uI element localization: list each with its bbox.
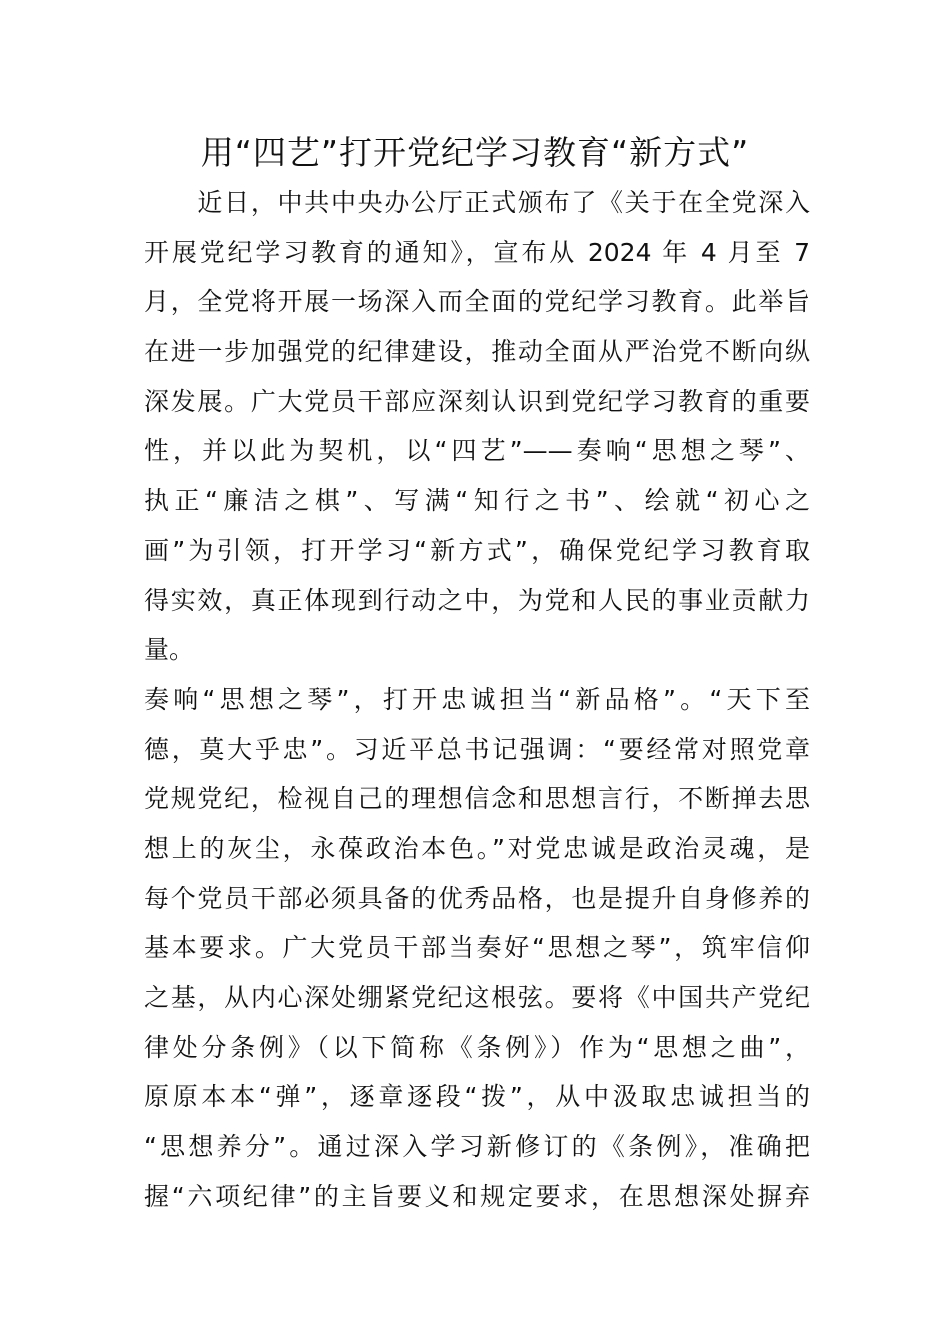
document-title: 用“四艺”打开党纪学习教育“新方式” (200, 133, 750, 172)
body-text-line: 执正“廉洁之棋”、写满“知行之书”、绘就“初心之 (144, 486, 810, 516)
body-text-line: 深发展。广大党员干部应深刻认识到党纪学习教育的重要 (144, 386, 810, 416)
body-text-line: 想上的灰尘，永葆政治本色。”对党忠诚是政治灵魂，是 (144, 833, 810, 863)
body-text-line: 近日，中共中央办公厅正式颁布了《关于在全党深入 (144, 188, 810, 217)
body-text-line: 党规党纪，检视自己的理想信念和思想言行，不断掸去思 (144, 784, 810, 814)
body-text-line: “思想养分”。通过深入学习新修订的《条例》，准确把 (144, 1132, 810, 1162)
body-text-line: 性，并以此为契机，以“四艺”——奏响“思想之琴”、 (144, 436, 810, 466)
body-text-line: 原原本本“弹”，逐章逐段“拨”，从中汲取忠诚担当的 (144, 1082, 810, 1112)
body-text-line: 开展党纪学习教育的通知》，宣布从 2024 年 4 月至 7 (144, 237, 810, 267)
body-text-line: 量。 (144, 635, 195, 665)
body-text-line: 得实效，真正体现到行动之中，为党和人民的事业贡献力 (144, 585, 810, 615)
body-text-line: 在进一步加强党的纪律建设，推动全面从严治党不断向纵 (144, 337, 810, 367)
body-text-line: 德，莫大乎忠”。习近平总书记强调：“要经常对照党章 (144, 734, 810, 764)
body-text-line: 之基，从内心深处绷紧党纪这根弦。要将《中国共产党纪 (144, 983, 810, 1012)
document-body (144, 178, 810, 1221)
body-text-line: 律处分条例》（以下简称《条例》）作为“思想之曲”， (144, 1032, 810, 1062)
body-text-line: 月，全党将开展一场深入而全面的党纪学习教育。此举旨 (144, 287, 810, 317)
body-text-line: 画”为引领，打开学习“新方式”，确保党纪学习教育取 (144, 535, 810, 565)
body-text-line: 每个党员干部必须具备的优秀品格，也是提升自身修养的 (144, 883, 810, 913)
body-text-line: 基本要求。广大党员干部当奏好“思想之琴”，筑牢信仰 (144, 933, 810, 963)
body-text-line: 奏响“思想之琴”，打开忠诚担当“新品格”。“天下至 (144, 684, 810, 714)
body-text-line: 握“六项纪律”的主旨要义和规定要求，在思想深处摒弃 (144, 1181, 810, 1211)
